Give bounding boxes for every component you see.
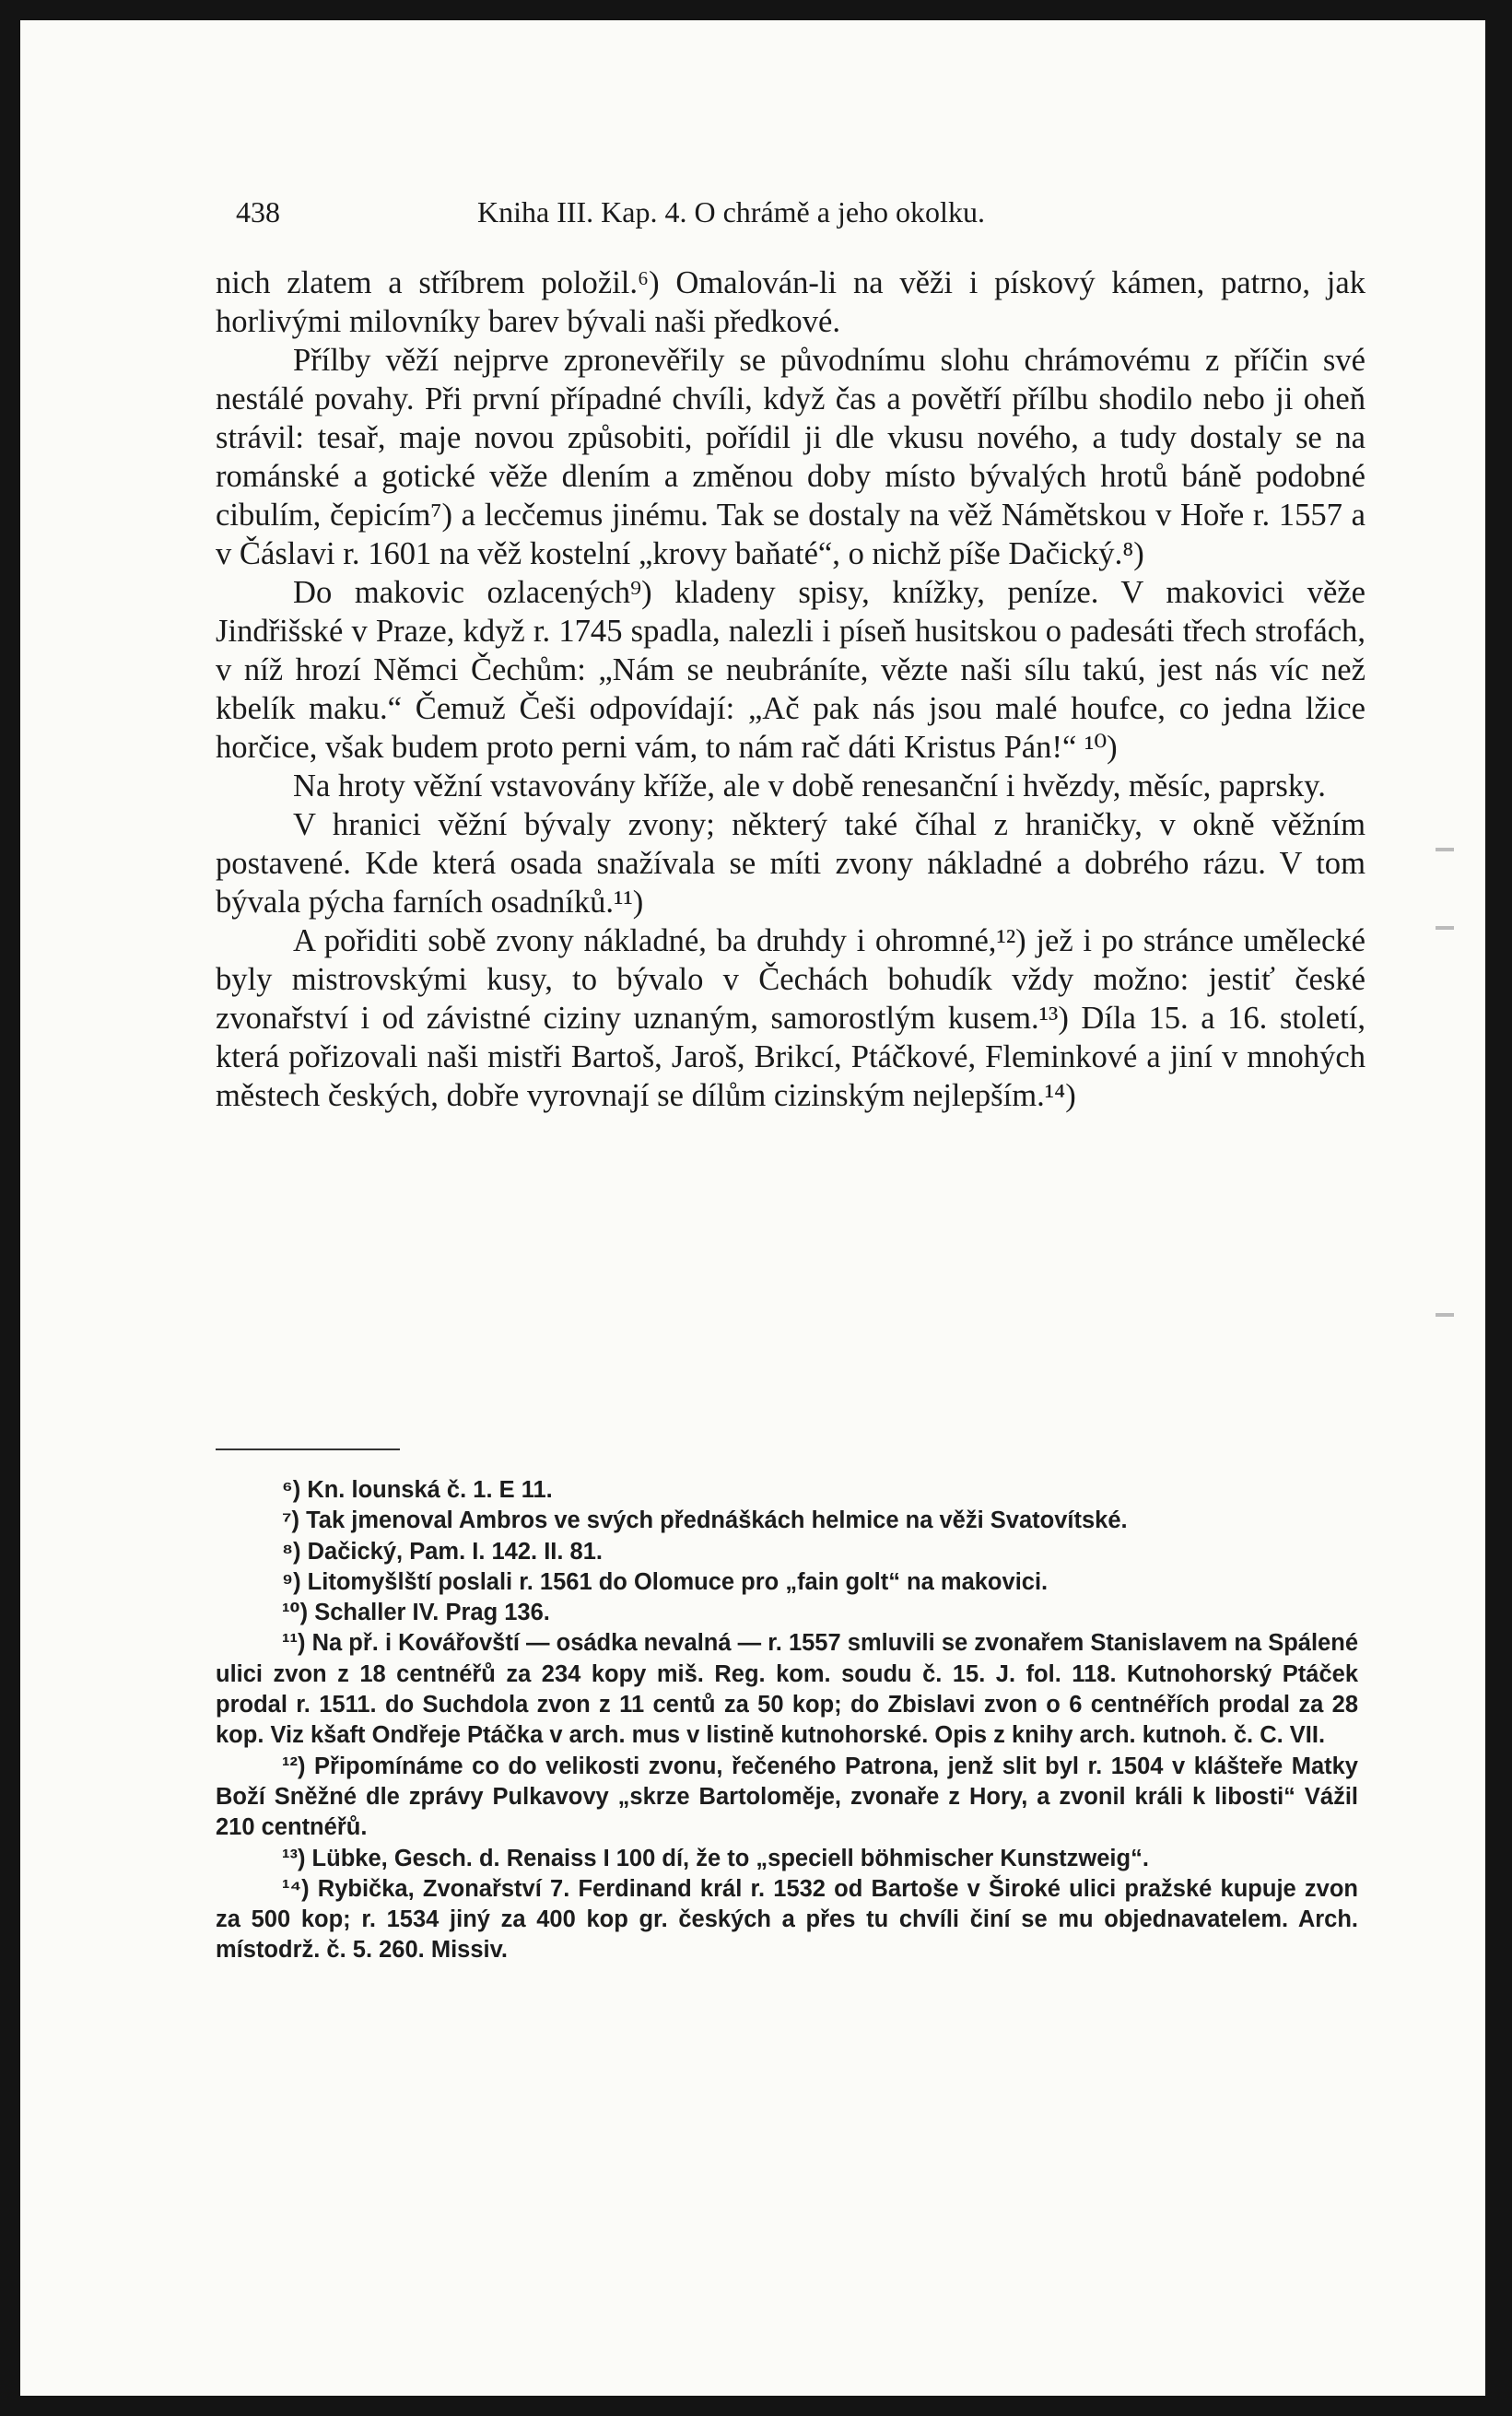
footnote: ¹²) Připomínáme co do velikosti zvonu, řečeného Patrona, jenž slit byl r. 1504 v klášteře Matky Boží Sněžné dle zprávy Pulkavovy „skrze Bartoloměje, zvonaře z Hory, a zvonil králi k libosti“ Vážil 210 centnéřů.: [216, 1753, 1358, 1841]
footnote: ¹⁰) Schaller IV. Prag 136.: [282, 1600, 550, 1626]
footnote: ⁶) Kn. lounská č. 1. E 11.: [282, 1477, 553, 1503]
footnote-divider: [216, 1448, 400, 1450]
running-title: Kniha III. Kap. 4. O chrámě a jeho okolku.: [477, 195, 985, 229]
margin-smudge: [1436, 848, 1454, 851]
footnote: ¹⁴) Rybička, Zvonařství 7. Ferdinand král r. 1532 od Bartoše v Široké ulici pražské kupuje zvon za 500 kop; r. 1534 jiný za 400 kop gr. českých a přes tu chvíli činí se mu objednavatelem. Arch. místodrž. č. 5. 260. Missiv.: [216, 1875, 1358, 1964]
footnotes: [216, 1475, 1358, 1966]
paragraph: Na hroty věžní vstavovány kříže, ale v době renesanční i hvězdy, měsíc, paprsky.: [293, 768, 1326, 803]
footnote: ⁷) Tak jmenoval Ambros ve svých přednáškách helmice na věži Svatovítské.: [282, 1507, 1128, 1534]
footnote: ¹³) Lübke, Gesch. d. Renaiss I 100 dí, že to „speciell böhmischer Kunstzweig“.: [282, 1845, 1149, 1871]
footnote: ⁸) Dačický, Pam. I. 142. II. 81.: [282, 1538, 603, 1565]
margin-smudge: [1436, 1313, 1454, 1317]
footnote: ⁹) Litomyšlští poslali r. 1561 do Olomuce pro „fain golt“ na makovici.: [282, 1568, 1049, 1595]
main-text: [216, 264, 1365, 1115]
page-header: [236, 189, 1375, 235]
paragraph: V hranici věžní bývaly zvony; některý také číhal z hraničky, v okně věžním postavené. Kde která osada snažívala se míti zvony nákladné a dobrého rázu. V tom bývala pýcha farních osadníků.¹¹): [216, 807, 1365, 920]
margin-smudge: [1436, 926, 1454, 930]
paragraph: A pořiditi sobě zvony nákladné, ba druhdy i ohromné,¹²) jež i po stránce umělecké byly mistrovskými kusy, to bývalo v Čechách bohudík vždy možno: jestiť české zvonařství i od závistné ciziny uznaným, samorostlým kusem.¹³) Díla 15. a 16. století, která pořizovali naši mistři Bartoš, Jaroš, Brikcí, Ptáčkové, Fleminkové a jiní v mnohých městech českých, dobře vyrovnají se dílům cizinským nejlepším.¹⁴): [216, 923, 1365, 1113]
page-number: 438: [236, 195, 280, 229]
footnote: ¹¹) Na př. i Kovářovští — osádka nevalná — r. 1557 smluvili se zvonařem Stanislavem na Spálené ulici zvon z 18 centnéřů za 234 kopy miš. Reg. kom. soudu č. 15. J. fol. 118. Kutnohorský Ptáček prodal r. 1511. do Suchdola zvon z 11 centů za 50 kop; do Zbislavi zvon o 6 centnéřích prodal za 28 kop. Viz kšaft Ondřeje Ptáčka v arch. mus v listině kutnohorské. Opis z knihy arch. kutnoh. č. C. VII.: [216, 1630, 1358, 1749]
paragraph: nich zlatem a stříbrem položil.⁶) Omalován-li na věži i pískový kámen, patrno, jak horlivými milovníky barev bývali naši předkové.: [216, 265, 1365, 339]
paragraph: Přílby věží nejprve zpronevěřily se původnímu slohu chrámovému z příčin své nestálé povahy. Při první případné chvíli, když čas a povětří přílbu shodilo nebo ji oheň strávil: tesař, maje novou způsobiti, pořídil ji dle vkusu nového, a tudy dostaly se na románské a gotické věže dlením a změnou doby místo bývalých hrotů báně podobné cibulím, čepicím⁷) a lecčemus jinému. Tak se dostaly na věž Námětskou v Hoře r. 1557 a v Čáslavi r. 1601 na věž kostelní „krovy baňaté“, o nichž píše Dačický.⁸): [216, 343, 1365, 571]
paragraph: Do makovic ozlacených⁹) kladeny spisy, knížky, peníze. V makovici věže Jindřišské v Praze, když r. 1745 spadla, nalezli i píseň husitskou o padesáti třech strofách, v níž hrozí Němci Čechům: „Nám se neubráníte, vězte naši sílu takú, jest nás víc než kbelík maku.“ Čemuž Češi odpovídají: „Ač pak nás jsou malé houfce, co jedna lžice horčice, však budem proto perni vám, to nám rač dáti Kristus Pán!“ ¹⁰): [216, 575, 1365, 765]
